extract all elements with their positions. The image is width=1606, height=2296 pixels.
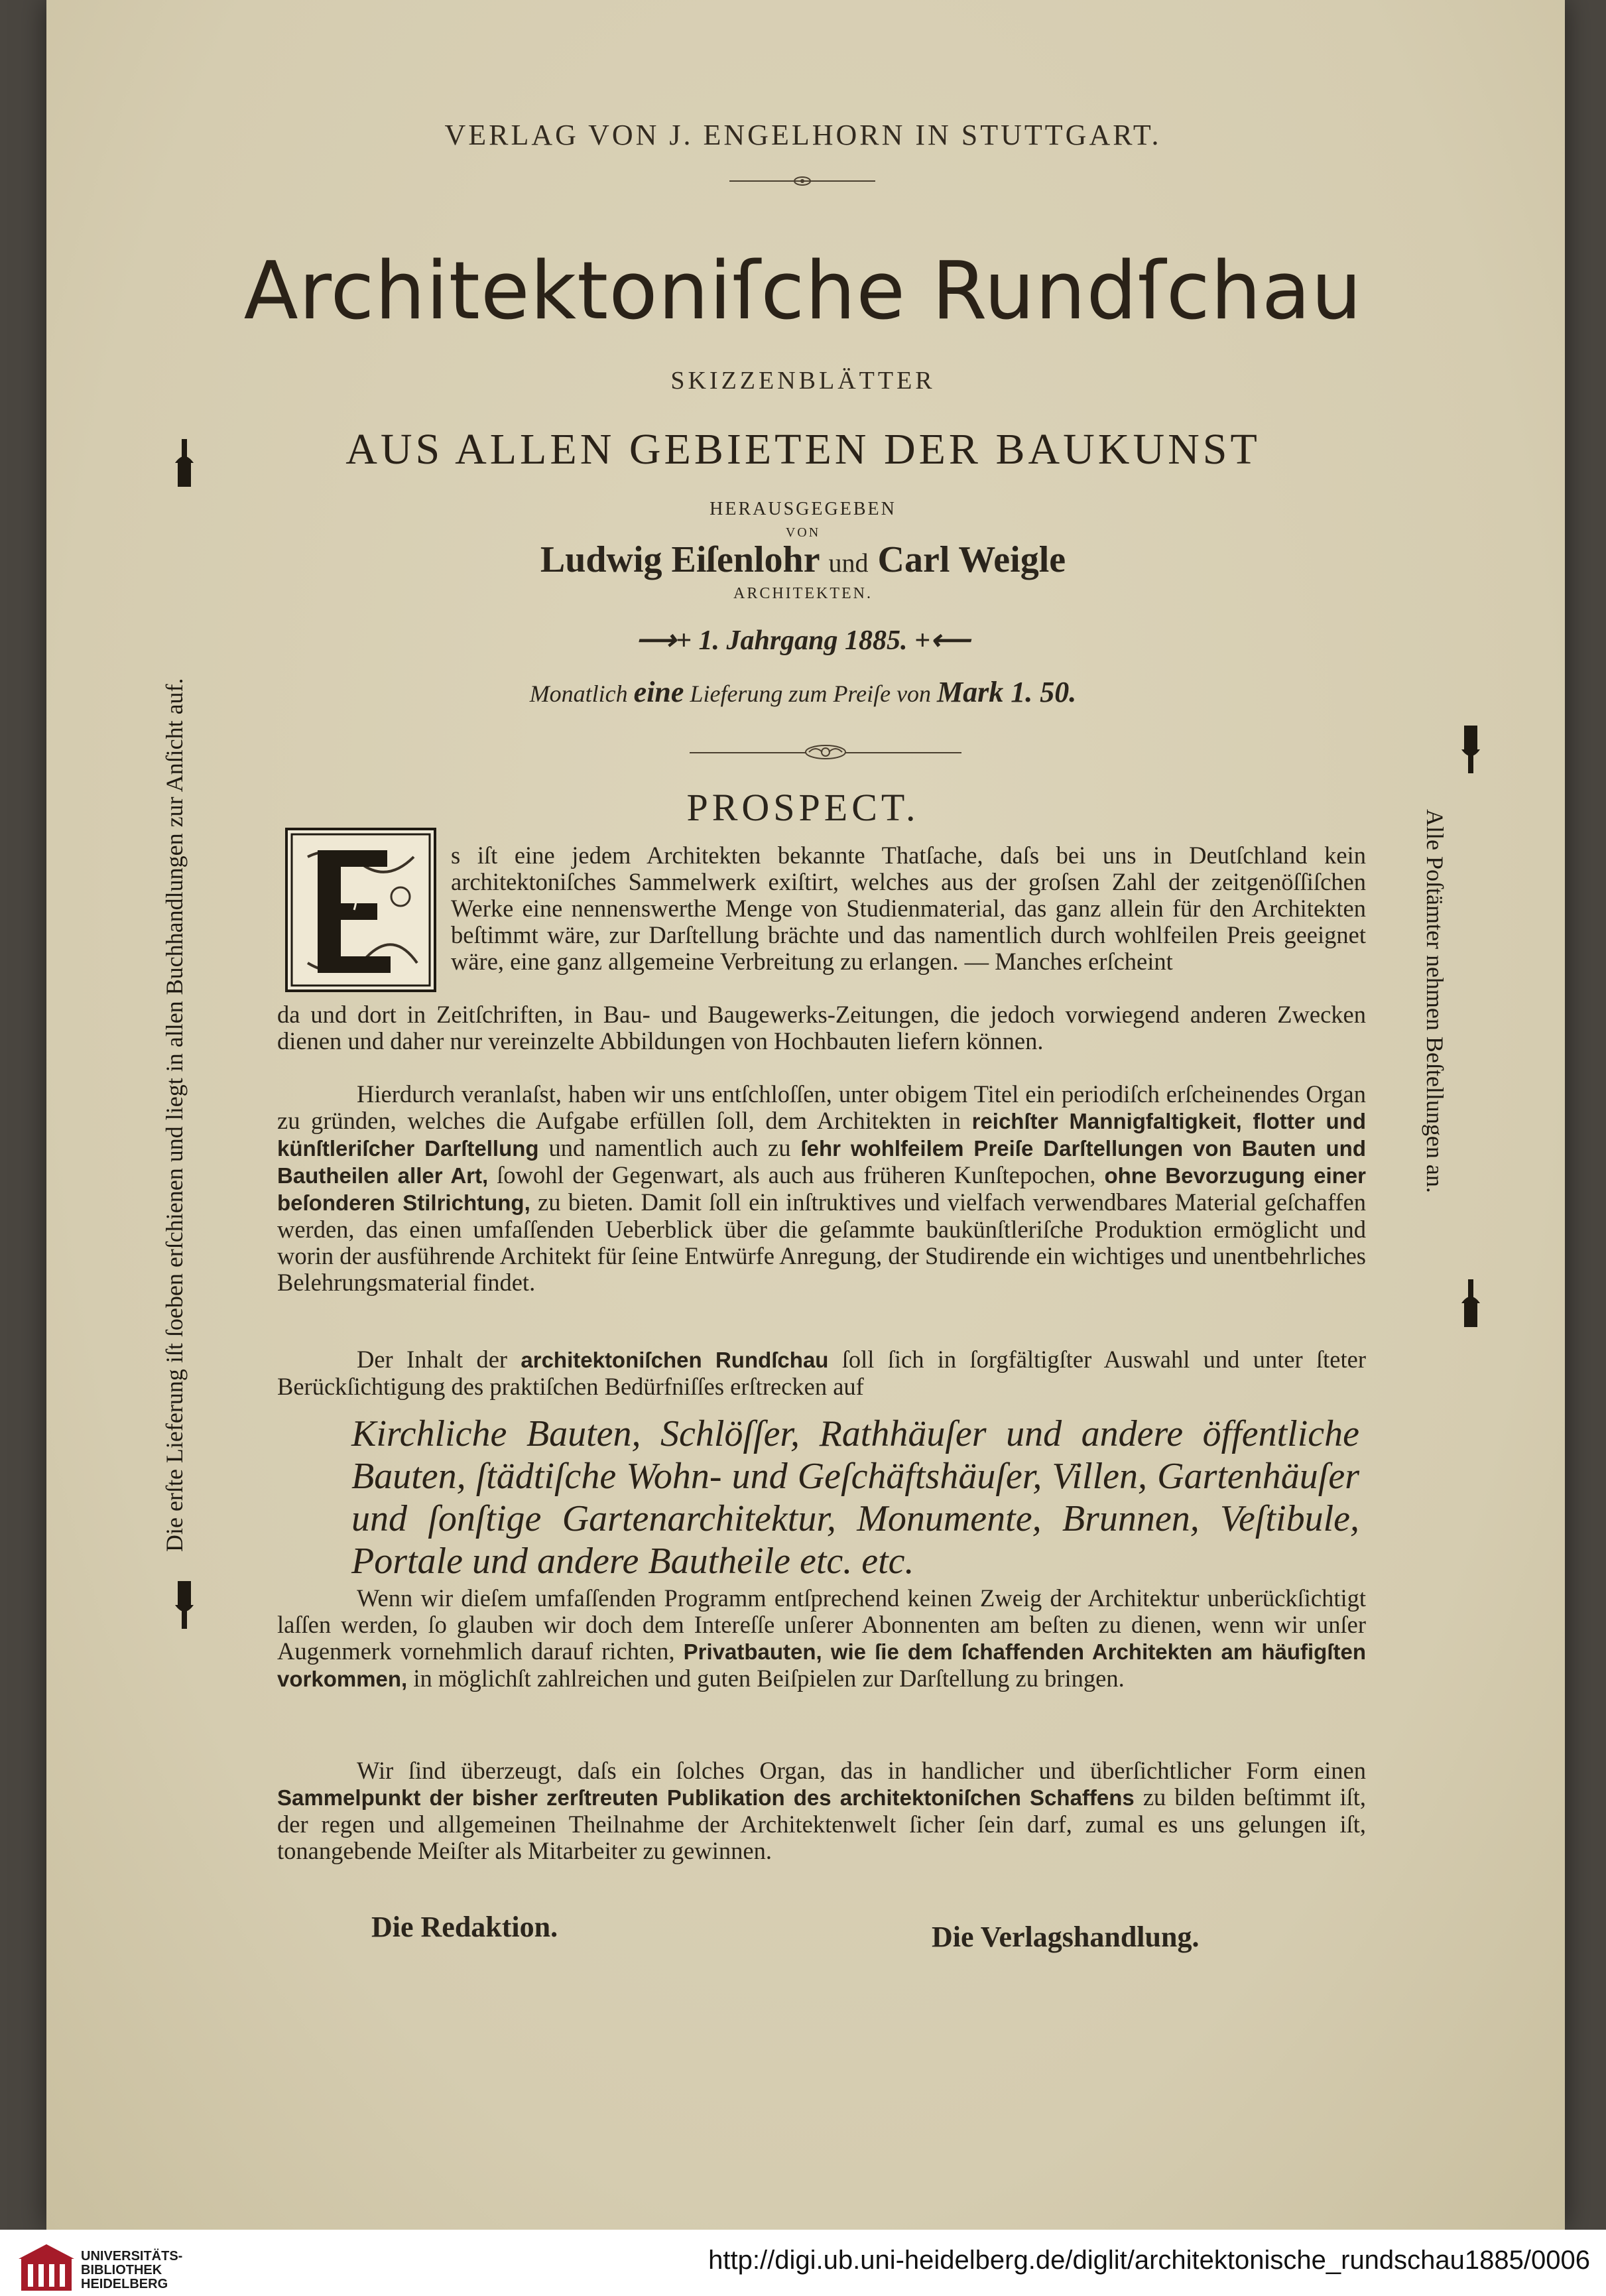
architects-label: ARCHITEKTEN. [733, 585, 873, 602]
p4-bold-1: Privatbauten, wie ſie dem ſchaffenden Architekten am häufigſten vorkommen, [277, 1639, 1366, 1691]
library-name [81, 2250, 182, 2291]
pointing-hand-icon [171, 436, 198, 489]
paragraph-3 [277, 1346, 1366, 1400]
ornament-rosette-icon [796, 741, 855, 763]
p2-text-1: Hierdurch veranlaſst, haben wir uns entſchloſſen, unter obigem Titel ein periodiſch erſcheinendes Organ zu gründen, welches die Aufgabe erfüllen ſoll, dem Architekten in [277, 1080, 1366, 1134]
paragraph-1-continued: da und dort in Zeitſchriften, in Bau- und Baugewerks-Zeitungen, die jedoch vorwiegend anderen Zwecken dienen und daher nur vereinzelte Abbildungen von Hochbauten liefern können. [277, 1001, 1366, 1054]
pointing-hand-icon [1457, 1277, 1484, 1330]
p3-text-2: ſoll ſich in ſorgfältigſter Auswahl und unter ſteter Berückſichtigung des praktiſchen Bedürfniſſes erſtrecken auf [277, 1346, 1366, 1400]
library-logo-icon [19, 2244, 74, 2293]
arrow-left-ornament-icon: ⟶+ [635, 625, 699, 656]
source-url-link[interactable]: http://digi.ub.uni-heidelberg.de/diglit/architektonische_rundschau1885/0006 [708, 2246, 1590, 2275]
left-margin-note: Die erſte Lieferung iſt ſoeben erſchienen und liegt in allen Buchhandlungen zur Anſicht auf. [161, 678, 188, 1552]
subtitle-baukunst: AUS ALLEN GEBIETEN DER BAUKUNST [345, 425, 1261, 474]
pricing-prefix: Monatlich [529, 680, 628, 707]
subtitle-skizzenblaetter: SKIZZENBLÄTTER [670, 367, 936, 395]
p2-bold-2: ſehr wohlfeilem Preiſe Darſtellungen von Bauten und Bautheilen aller Art, [277, 1136, 1366, 1188]
editor-eisenlohr: Ludwig Eiſenlohr [540, 539, 820, 580]
p3-text-1: Der Inhalt der [357, 1346, 521, 1373]
p2-text-3: ſowohl der Gegenwart, als auch aus früheren Kunſtepochen, [488, 1161, 1105, 1188]
signature-verlagshandlung: Die Verlagshandlung. [932, 1921, 1200, 1953]
pointing-hand-icon [1457, 723, 1484, 776]
p4-text-1: Wenn wir dieſem umfaſſenden Programm entſprechend keinen Zweig der Architektur unberückſichtigt laſſen werden, ſo glauben wir doch dem Intereſſe unſerer Abonnenten am beſten zu dienen, wenn wir unſer Augenmerk vornehmlich darauf richten, [277, 1584, 1366, 1665]
arrow-right-ornament-icon: +⟵ [907, 625, 971, 656]
p2-text-4: zu bieten. Damit ſoll ein inſtruktives und vielfach verwendbares Material geſchaffen werden, das einen umfaſſenden Ueberblick über die geſammte baukünſtleriſche Produktion ermöglicht und worin der ausführende Architekt für ſeine Entwürfe Anregung, der Studirende ein wichtiges und unentbehrliches Belehrungsmaterial findet. [277, 1188, 1367, 1296]
prospect-heading: PROSPECT. [686, 786, 920, 829]
right-margin-note: Alle Poſtämter nehmen Beſtellungen an. [1422, 809, 1448, 1193]
initial-e-graphic [288, 830, 434, 989]
library-line-1: UNIVERSITÄTS- [81, 2249, 183, 2264]
ornament-flourish-icon [782, 174, 822, 188]
editors-line [0, 539, 1606, 581]
p5-text-1: Wir ſind überzeugt, daſs ein ſolches Organ, das in handlicher und überſichtlicher Form einen [357, 1757, 1366, 1784]
pricing-amount: Mark 1. 50. [937, 676, 1077, 708]
p5-bold-1: Sammelpunkt der bisher zerſtreuten Publikation des architektoniſchen Schaffens [277, 1785, 1135, 1810]
von-label: VON [785, 525, 821, 540]
volume-label: 1. Jahrgang 1885. [698, 625, 908, 656]
p4-text-2: in möglichſt zahlreichen und guten Beiſpielen zur Darſtellung zu bringen. [407, 1665, 1125, 1692]
pricing-line [0, 675, 1606, 709]
pointing-hand-icon [171, 1578, 198, 1631]
library-line-2: BIBLIOTHEK [81, 2263, 162, 2277]
paragraph-5 [277, 1757, 1366, 1864]
publisher-line: VERLAG VON J. ENGELHORN IN STUTTGART. [444, 119, 1162, 151]
signature-redaktion: Die Redaktion. [371, 1911, 558, 1943]
paragraph-1-opening: s iſt eine jedem Architekten bekannte Thatſache, daſs bei uns in Deutſchland kein architektoniſches Sammelwerk exiſtirt, welches aus der groſsen Zahl der zeitgenöſſiſchen Werke eine nennenswerthe Menge von Studienmaterial, das ganz allein für den Architekten beſtimmt wäre, zur Darſtellung brächte und das namentlich durch wohlfeilen Preis geeignet wäre, eine ganz allgemeine Verbreitung zu erlangen. — Manches erſcheint [451, 842, 1366, 975]
paragraph-4 [277, 1585, 1366, 1692]
editor-weigle: Carl Weigle [877, 539, 1066, 580]
p5-text-2: zu bilden beſtimmt iſt, der regen und allgemeinen Theilnahme der Architektenwelt ſicher ſein darf, zumal es uns gelungen iſt, tonangebende Meiſter als Mitarbeiter zu gewinnen. [277, 1783, 1367, 1864]
volume-line [0, 623, 1606, 657]
p2-bold-3: ohne Bevorzugung einer beſonderen Stilrichtung, [277, 1163, 1366, 1215]
journal-title: Architektoniſche Rundſchau [243, 245, 1363, 338]
editors-und: und [828, 548, 869, 578]
paragraph-2 [277, 1081, 1366, 1296]
p3-bold-1: architektoniſchen Rundſchau [521, 1348, 829, 1372]
p2-bold-1: reichſter Mannigfaltigkeit, flotter und künſtleriſcher Darſtellung [277, 1109, 1366, 1161]
library-line-3: HEIDELBERG [81, 2277, 168, 2291]
p2-text-2: und namentlich auch zu [538, 1134, 801, 1161]
ornamental-initial-e [285, 828, 436, 992]
pricing-eine: eine [633, 676, 684, 708]
pricing-mid: Lieferung zum Preiſe von [690, 680, 932, 707]
building-types-list: Kirchliche Bauten, Schlöſſer, Rathhäuſer und andere öffentliche Bauten, ſtädtiſche Wohn- und Geſchäftshäuſer, Villen, Gartenhäuſer und ſonſtige Gartenarchitektur, Monumente, Brunnen, Veſtibule, Portale und andere Bautheile etc. etc. [351, 1413, 1359, 1582]
edited-by-label: HERAUSGEGEBEN [710, 499, 896, 519]
